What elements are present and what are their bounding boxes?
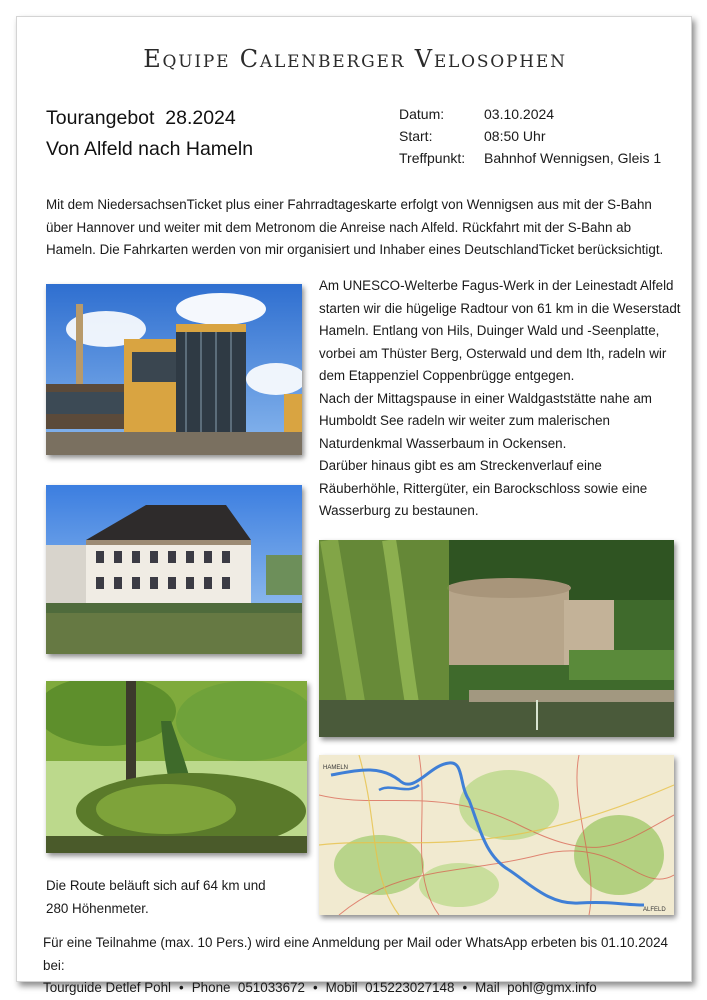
meeting-point-label: Treffpunkt: <box>399 150 466 166</box>
date-row <box>399 103 661 125</box>
separator-2: • <box>312 980 318 995</box>
tour-description <box>319 275 683 523</box>
separator-1: • <box>179 980 184 995</box>
flyer-page <box>16 16 692 995</box>
email-address: Mail pohl@gmx.info <box>475 980 597 995</box>
intro-paragraph: Mit dem NiedersachsenTicket plus einer Fahrradtageskarte erfolgt von Wennigsen aus mit der S-Bahn über Hannover und weiter mit dem Metronom die Anreise nach Alfeld. Rückfahrt mit der S-Bahn ab Hameln. Die Fahrkarten werden von mir organisiert und Inhaber eines DeutschlandTicket berücksichtigt. <box>46 197 664 257</box>
route-summary-line-1: Die Route beläuft sich auf 64 km und <box>46 878 266 893</box>
start-row <box>399 125 661 147</box>
contact-line <box>43 977 691 1000</box>
page-title: Equipe Calenberger Velosophen <box>143 45 567 73</box>
phone-number: Phone 051033672 <box>191 980 305 995</box>
photo-moated-castle <box>319 540 674 737</box>
start-value: 08:50 Uhr <box>484 128 546 144</box>
meeting-point-row <box>399 147 661 169</box>
map-label-end: ALFELD <box>643 907 666 913</box>
photo-wasserbaum <box>46 681 307 853</box>
tour-route-title: Von Alfeld nach Hameln <box>46 138 254 160</box>
tour-offer-number: Tourangebot 28.2024 <box>46 107 236 129</box>
registration-note: Für eine Teilnahme (max. 10 Pers.) wird eine Anmeldung per Mail oder WhatsApp erbeten bis 01.10.2024 bei: <box>43 935 668 973</box>
footer <box>43 932 691 1000</box>
photo-fagus-werk <box>46 284 302 455</box>
description-paragraph-3: Darüber hinaus gibt es am Streckenverlauf eine Räuberhöhle, Rittergüter, ein Barockschloss sowie eine Wasserburg zu bestaunen. <box>319 458 648 518</box>
date-value: 03.10.2024 <box>484 106 555 122</box>
tour-guide-name: Tourguide Detlef Pohl <box>43 980 172 995</box>
description-paragraph-2: Nach der Mittagspause in einer Waldgaststätte nahe am Humboldt See radeln wir weiter zum malerischen Naturdenkmal Wasserbaum in Ockensen. <box>319 390 652 451</box>
start-label: Start: <box>399 128 433 144</box>
meeting-point-value: Bahnhof Wennigsen, Gleis 1 <box>484 150 662 166</box>
date-label: Datum: <box>399 106 445 122</box>
route-summary-line-2: 280 Höhenmeter. <box>46 900 149 916</box>
separator-3: • <box>462 980 468 995</box>
photo-baroque-castle <box>46 485 302 654</box>
description-paragraph-1: Am UNESCO-Welterbe Fagus-Werk in der Leinestadt Alfeld starten wir die hügelige Radtour von 61 km in die Weserstadt Hameln. Entlang von Hils, Duinger Wald und -Seenplatte, vorbei am Thüster Berg, Osterwald und dem Ith, radeln wir dem Etappenziel Coppenbrügge entgegen. <box>319 278 681 383</box>
map-label-start: HAMELN <box>323 765 349 771</box>
route-map <box>319 755 674 915</box>
tour-heading <box>46 103 253 165</box>
mobile-number: Mobil 015223027148 <box>325 980 455 995</box>
route-summary <box>46 875 266 920</box>
tour-details <box>399 103 661 169</box>
